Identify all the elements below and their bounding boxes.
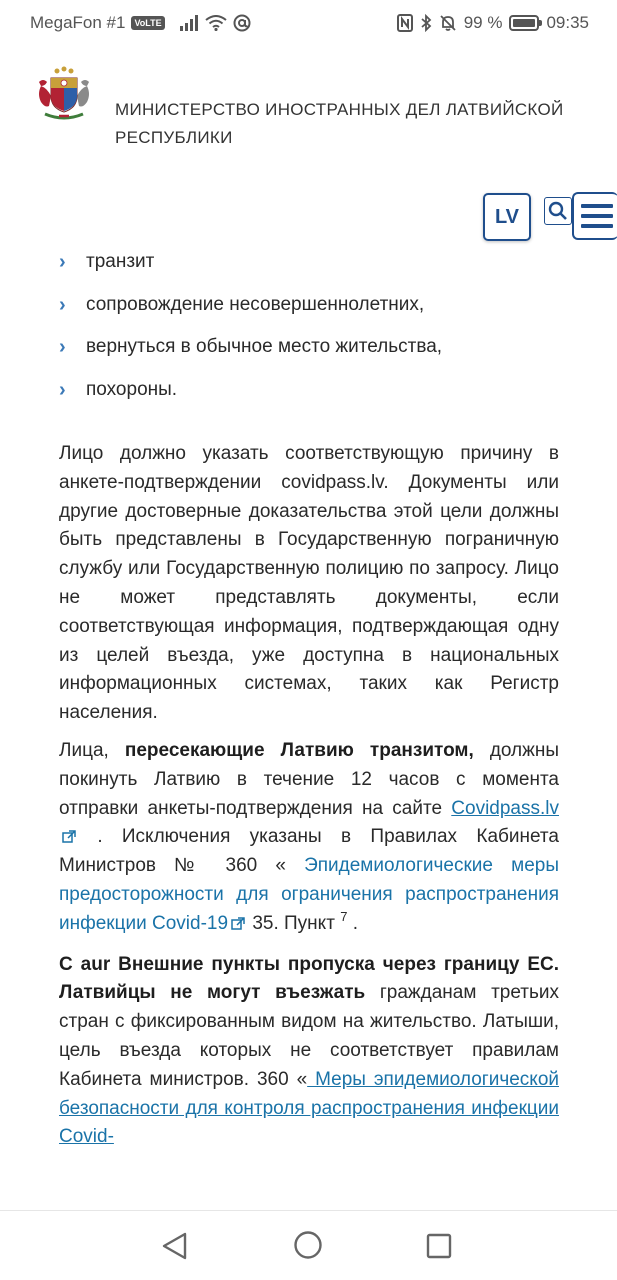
signal-icon: [179, 15, 199, 31]
menu-line: [581, 224, 613, 228]
text: гражданам третьих стран с фиксированным видом на жительство. Латыши, цель въезда которых не соответствует правилам Кабинета министров. 360 «: [59, 982, 559, 1090]
clock-time: 09:35: [546, 13, 589, 32]
list-item-text: сопровождение несовершеннолетних,: [86, 293, 425, 315]
menu-line: [581, 204, 613, 208]
list-item: [59, 291, 559, 334]
covidpass-link[interactable]: Covidpass.lv: [451, 797, 559, 819]
external-link-icon: [231, 917, 245, 931]
list-item-text: транзит: [86, 251, 155, 272]
battery-percent: 99 %: [463, 13, 503, 32]
epidemiological-measures-link[interactable]: Эпидемиологические меры предосторожности для ограничения распространения инфекции Covid-19: [59, 855, 559, 934]
list-item: [59, 333, 559, 376]
list-item: [59, 248, 559, 291]
recent-apps-icon[interactable]: [426, 1233, 452, 1259]
chevron-right-icon: ›: [59, 336, 66, 358]
mute-bell-icon: [439, 14, 457, 32]
battery-icon: [509, 15, 539, 31]
site-header: [0, 60, 617, 250]
article-content: [59, 248, 559, 1152]
paragraph-border-points: [59, 951, 559, 1153]
carrier-name: MegaFon #1: [30, 13, 126, 32]
hamburger-menu-button[interactable]: [572, 192, 617, 240]
menu-line: [581, 214, 613, 218]
status-right: [397, 13, 589, 33]
superscript: 7: [340, 908, 348, 924]
home-icon[interactable]: [293, 1230, 323, 1260]
list-item-text: похороны.: [86, 378, 178, 400]
paragraph-entry-purpose: Лицо должно указать соответствующую причину в анкете-подтверждении covidpass.lv. Документы или другие достоверные доказательства этой цели должны быть представлены в Государственную пограничную службу или Государственную полицию по запросу. Лицо не может представлять документы, если соответствующая информация, подтверждающая одну из целей въезда, уже доступна в национальных информационных системах, таких как Регистр населения.: [59, 443, 559, 724]
chevron-right-icon: ›: [59, 293, 66, 316]
language-switch-button[interactable]: LV: [483, 193, 531, 241]
ministry-title[interactable]: МИНИСТЕРСТВО ИНОСТРАННЫХ ДЕЛ ЛАТВИЙСКОЙ РЕСПУБЛИКИ: [115, 100, 564, 147]
epidemiological-safety-link[interactable]: Меры эпидемиологической безопасности для контроля распространения инфекции Covid-: [59, 1068, 559, 1148]
reason-list: [59, 248, 559, 418]
bold-text: С aur Внешние пункты пропуска через границу ЕС. Латвийцы не могут въезжать: [59, 953, 559, 1004]
latvia-coat-of-arms-logo[interactable]: [35, 66, 93, 122]
chevron-right-icon: ›: [59, 378, 66, 401]
android-nav-bar: [0, 1210, 617, 1280]
list-item-text: вернуться в обычное место жительства,: [86, 336, 443, 357]
status-bar: [0, 0, 617, 46]
text: .: [347, 912, 358, 934]
bluetooth-icon: [420, 14, 432, 32]
external-link-icon: [62, 830, 76, 844]
text: . Исключения указаны в Правилах Кабинета Министров № 360 «: [59, 826, 559, 877]
search-button[interactable]: [544, 197, 572, 225]
bold-text: пересекающие Латвию транзитом,: [124, 739, 474, 761]
wifi-icon: [205, 15, 227, 31]
text: должны покинуть Латвию в течение 12 часов с момента отправки анкеты-подтверждения на сайте: [59, 739, 560, 819]
search-icon: [548, 201, 568, 221]
nfc-icon: [397, 14, 413, 32]
status-left: [30, 13, 251, 33]
text: 35. Пункт: [247, 912, 341, 934]
at-sign-icon: [233, 14, 251, 32]
text: Лица,: [59, 739, 125, 761]
chevron-right-icon: ›: [59, 251, 66, 273]
list-item: [59, 376, 559, 419]
back-icon[interactable]: [160, 1231, 190, 1261]
volte-badge: VoLTE: [131, 16, 164, 30]
paragraph-transit: [59, 737, 559, 939]
